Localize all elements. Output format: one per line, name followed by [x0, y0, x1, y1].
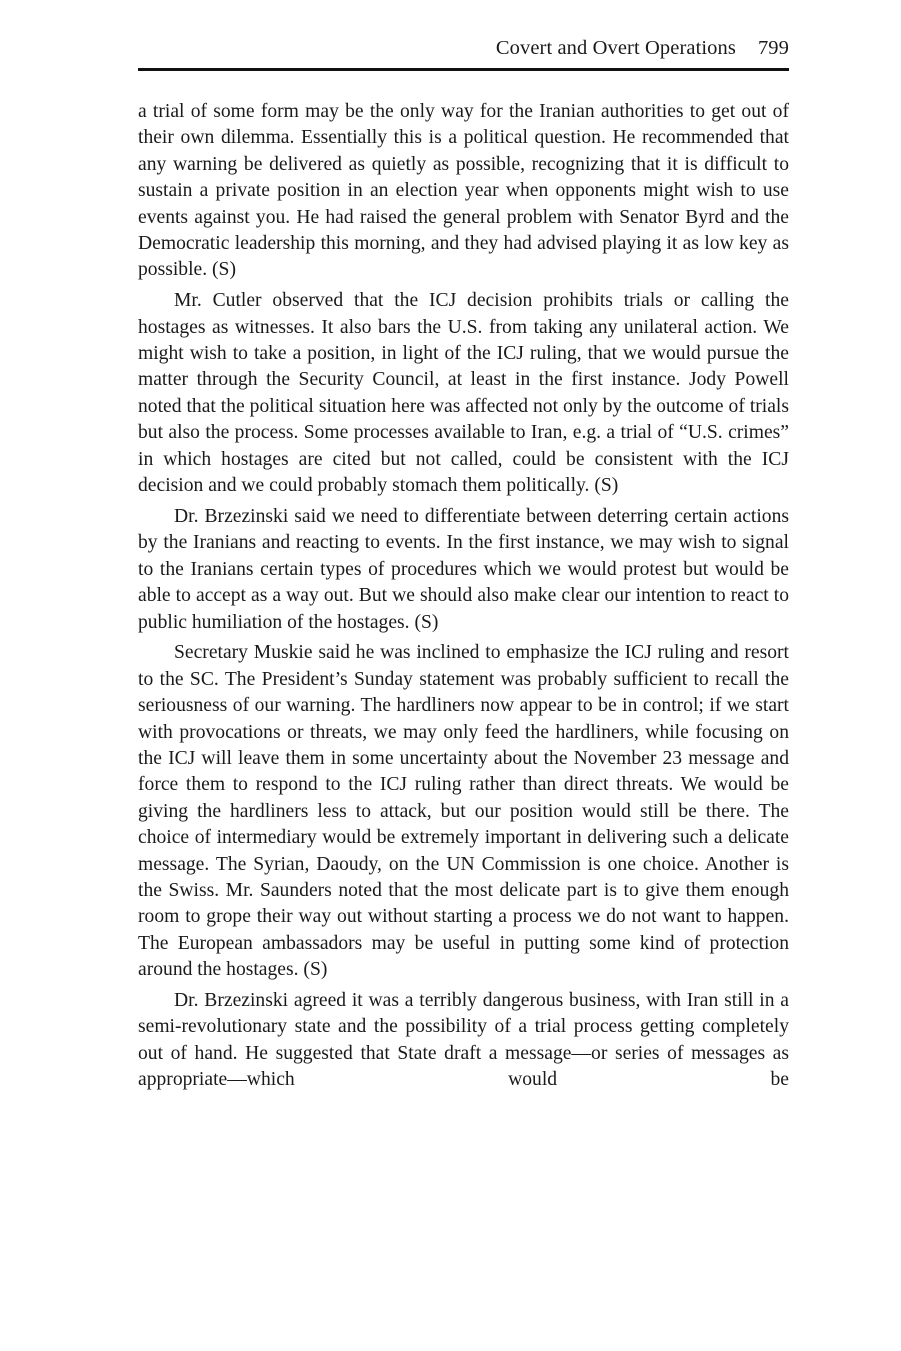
running-head: [138, 37, 789, 60]
paragraph-cutler: Mr. Cutler observed that the ICJ decision prohibits trials or calling the hostages as witnesses. It also bars the U.S. from taking any unilateral action. We might wish to take a position, in light of the ICJ ruling, that we would pursue the matter through the Security Council, at least in the first instance. Jody Powell noted that the political situation here was affected not only by the outcome of trials but also the process. Some processes available to Iran, e.g. a trial of “U.S. crimes” in which hostages are cited but not called, could be consistent with the ICJ decision and we could probably stomach them politically. (S): [138, 290, 789, 497]
section-title: Covert and Overt Operations: [495, 37, 736, 59]
paragraph-muskie: Secretary Muskie said he was inclined to emphasize the ICJ ruling and resort to the SC. The President’s Sunday statement was probably sufficient to recall the seriousness of our warning. The hardliners now appear to be in control; if we start with provocations or threats, we may only feed the hardliners, while focusing on the ICJ will leave them in some uncertainty about the November 23 message and force them to respond to the ICJ ruling rather than direct threats. We would be giving the hardliners less to attack, but our position would still be there. The choice of intermediary would be extremely important in delivering such a delicate message. The Syrian, Daoudy, on the UN Commission is one choice. Another is the Swiss. Mr. Saunders noted that the most delicate part is to give them enough room to grope their way out without starting a process we do not want to happen. The European ambassadors may be useful in putting some kind of protection around the hostages. (S): [138, 642, 789, 981]
paragraph-brzezinski-dangerous: Dr. Brzezinski agreed it was a terribly dangerous business, with Iran still in a semi-revolutionary state and the possibility of a trial process getting completely out of hand. He suggested that State draft a message—or series of messages as appropriate—which would be: [138, 989, 789, 1091]
header-rule: [138, 68, 789, 71]
paragraph-brzezinski-deterring: Dr. Brzezinski said we need to differentiate between deterring certain actions by the Iranians and reacting to events. In the first instance, we may wish to signal to the Iranians certain types of procedures which we would protest but would be able to accept as a way out. But we should also make clear our intention to react to public humiliation of the hostages. (S): [138, 505, 789, 633]
page-number: 799: [757, 37, 789, 59]
body-text: [138, 99, 789, 1098]
paragraph-continued: a trial of some form may be the only way for the Iranian authorities to get out of their own dilemma. Essentially this is a political question. He recommended that any warning be delivered as quietly as possible, recognizing that it is difficult to sustain a private position in an election year when opponents might wish to use events against you. He had raised the general problem with Senator Byrd and the Democratic leadership this morning, and they had advised playing it as low key as possible. (S): [138, 101, 789, 281]
